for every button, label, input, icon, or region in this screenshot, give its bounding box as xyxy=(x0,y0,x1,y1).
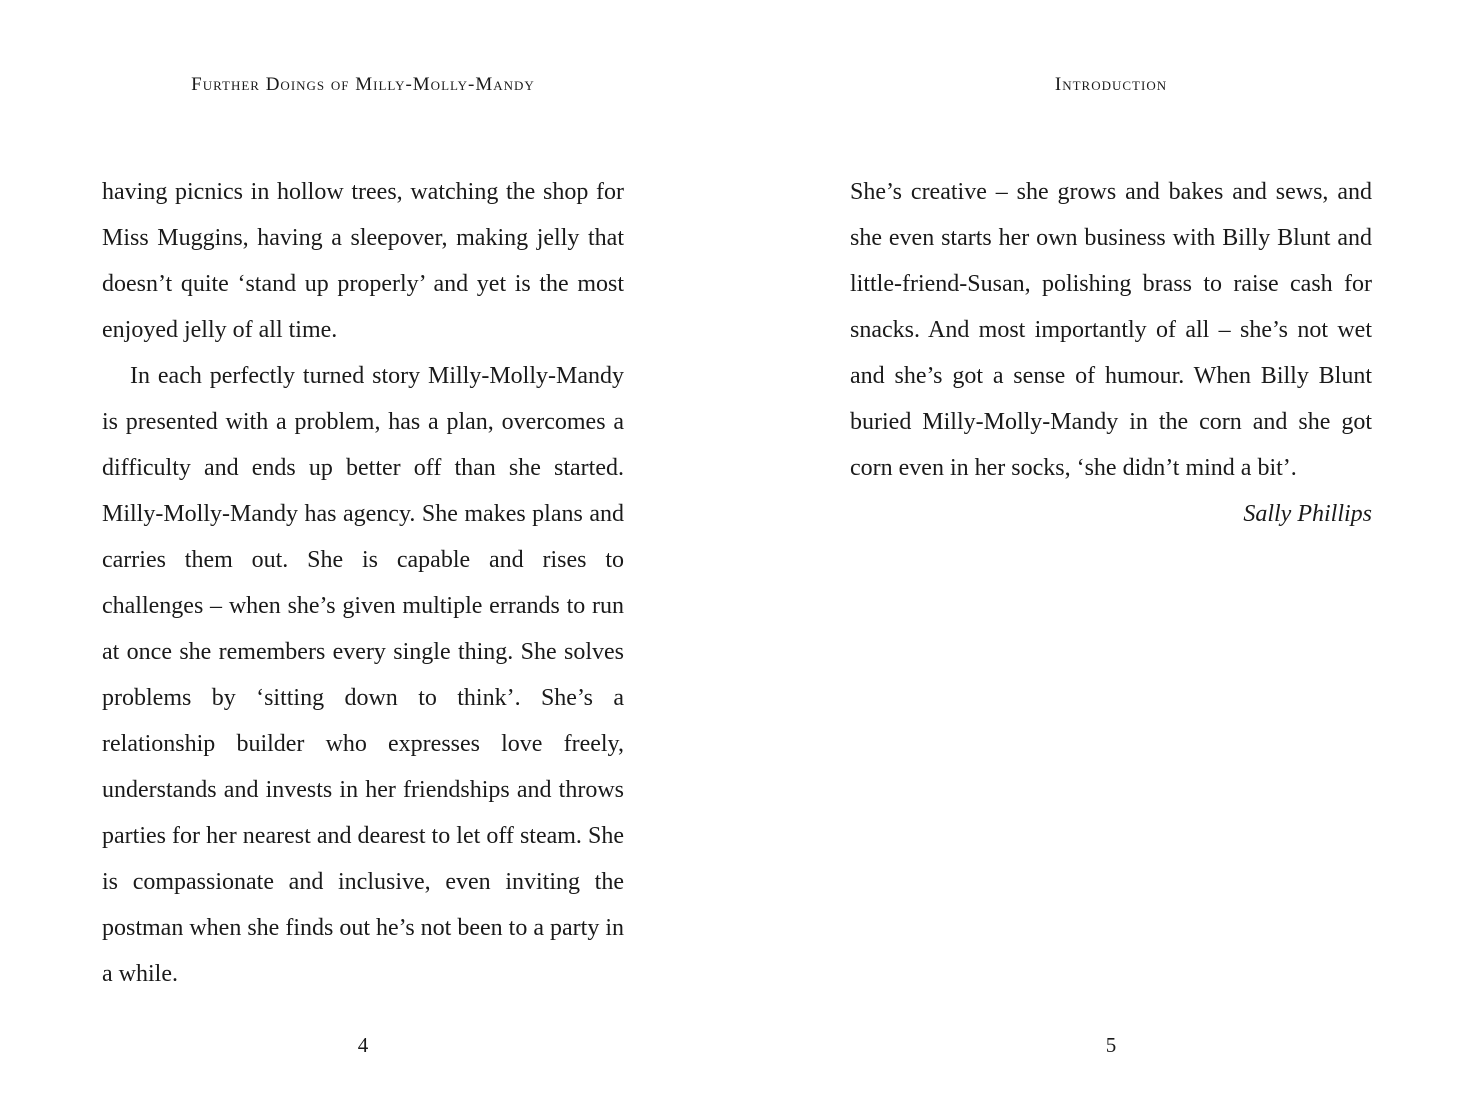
running-head-book-title: Further Doings of Milly-Molly-Mandy xyxy=(191,74,535,95)
right-page-body xyxy=(850,169,1372,537)
page-number: 4 xyxy=(357,1033,369,1057)
paragraph: She’s creative – she grows and bakes and sews, and she even starts her own business with Billy Blunt and little-friend-Susan, polishing brass to raise cash for snacks. And most importantly of all – she’s not wet and she’s got a sense of humour. When Billy Blunt buried Milly-Molly-Mandy in the corn and she got corn even in her socks, ‘she didn’t mind a bit’. xyxy=(850,179,1372,481)
author-signature: Sally Phillips xyxy=(1243,501,1372,527)
running-head-section-title: Introduction xyxy=(1054,74,1168,95)
paragraph: In each perfectly turned story Milly-Molly-Mandy is presented with a problem, has a plan, overcomes a difficulty and ends up better off than she started. Milly-Molly-Mandy has agency. She makes plans and carries them out. She is capable and rises to challenges – when she’s given multiple errands to run at once she remembers every single thing. She solves problems by ‘sitting down to think’. She’s a relationship builder who expresses love freely, understands and invests in her friendships and throws parties for her nearest and dearest to let off steam. She is compassionate and inclusive, even inviting the postman when she finds out he’s not been to a party in a while. xyxy=(102,363,624,987)
page-number: 5 xyxy=(1105,1033,1117,1057)
left-page-body xyxy=(102,169,624,997)
paragraph: having picnics in hollow trees, watching the shop for Miss Muggins, having a sleepover, making jelly that doesn’t quite ‘stand up properly’ and yet is the most enjoyed jelly of all time. xyxy=(102,179,624,343)
right-page xyxy=(737,0,1474,1117)
